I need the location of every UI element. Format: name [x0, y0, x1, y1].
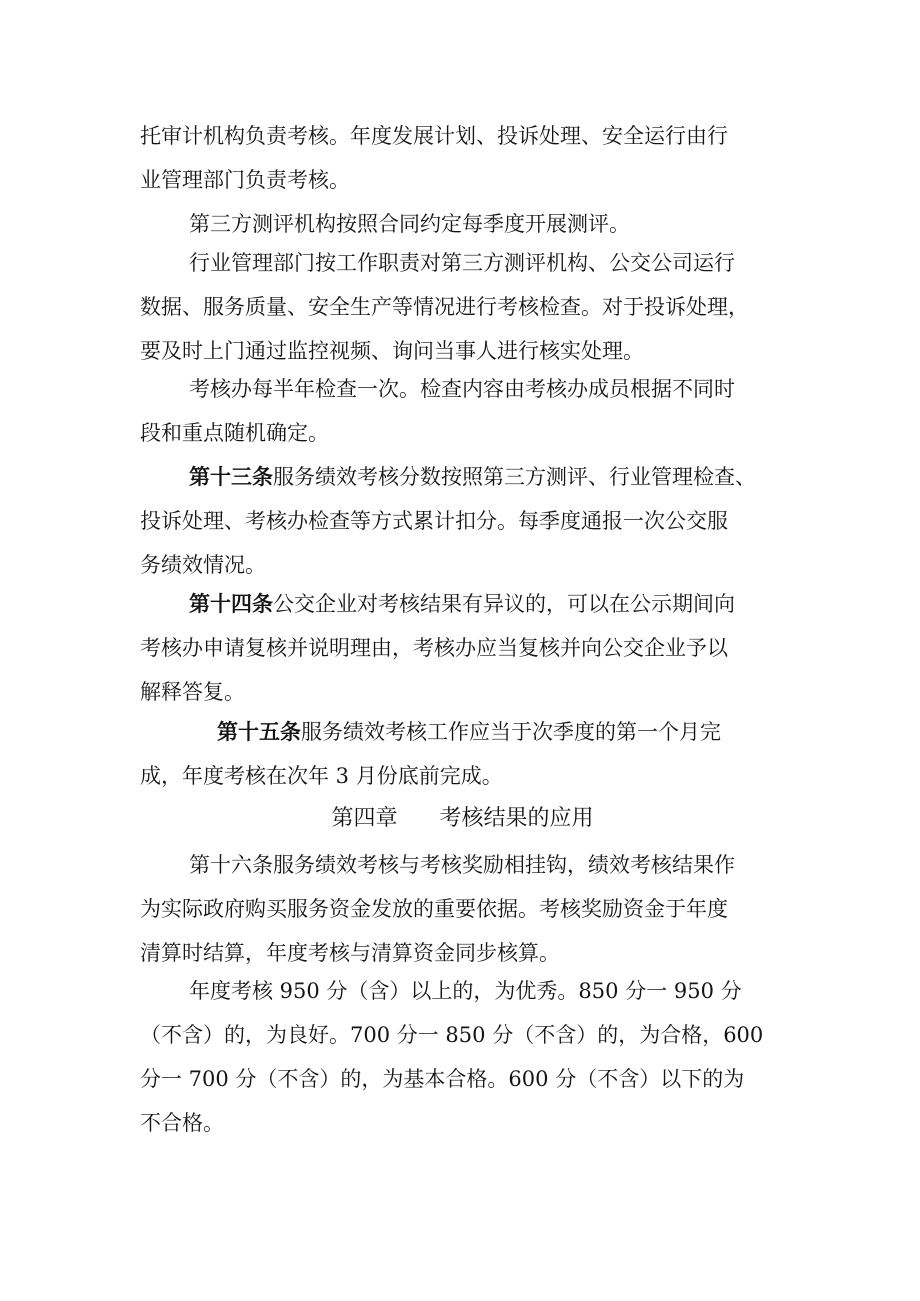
chapter-title: 考核结果的应用: [439, 806, 594, 831]
paragraph-audit: [140, 114, 785, 202]
text-line: 考核办每半年检查一次。检查内容由考核办成员根据不同时: [189, 377, 735, 401]
text-line: [140, 455, 785, 499]
text-line: 解释答复。: [140, 680, 245, 704]
article-14: [140, 582, 785, 714]
text-line: 分一 700 分（不含）的，为基本合格。600 分（不含）以下的为: [140, 1067, 745, 1091]
text-line: 投诉处理、考核办检查等方式累计扣分。每季度通报一次公交服: [140, 509, 728, 533]
text-line: 第十六条服务绩效考核与考核奖励相挂钩，绩效考核结果作: [189, 853, 735, 877]
text-line: 考核办申请复核并说明理由，考核办应当复核并向公交企业予以: [140, 636, 728, 660]
text-line: 清算时结算，年度考核与清算资金同步核算。: [140, 941, 560, 965]
article-14-label: 第十四条: [189, 592, 273, 616]
paragraph-grading: [140, 969, 785, 1145]
text-line: 要及时上门通过监控视频、询问当事人进行核实处理。: [140, 339, 644, 363]
text-line: 年度考核 950 分（含）以上的，为优秀。850 分一 950 分: [189, 979, 742, 1003]
text-line: 务绩效情况。: [140, 553, 266, 577]
text-line: [140, 582, 785, 626]
text-line: 第三方测评机构按照合同约定每季度开展测评。: [189, 212, 630, 236]
text-line: 不合格。: [140, 1111, 224, 1135]
article-15: [140, 710, 785, 798]
text-line: （不含）的，为良好。700 分一 850 分（不含）的，为合格，600: [140, 1023, 764, 1047]
paragraph-third-party: [140, 202, 785, 246]
chapter-number: 第四章: [331, 806, 398, 831]
article-14-text: 公交企业对考核结果有异议的，可以在公示期间向: [273, 592, 735, 616]
article-16: [140, 843, 785, 975]
article-13: [140, 455, 785, 587]
article-15-text: 服务绩效考核工作应当于次季度的第一个月完: [301, 720, 721, 744]
text-line: 托审计机构负责考核。年度发展计划、投诉处理、安全运行由行: [140, 124, 728, 148]
text-line: 数据、服务质量、安全生产等情况进行考核检查。对于投诉处理，: [140, 295, 749, 319]
text-line: 业管理部门负责考核。: [140, 168, 350, 192]
article-15-label: 第十五条: [217, 720, 301, 744]
article-13-label: 第十三条: [189, 465, 273, 489]
text-line: 段和重点随机确定。: [140, 421, 329, 445]
text-line: 为实际政府购买服务资金发放的重要依据。考核奖励资金于年度: [140, 897, 728, 921]
article-13-text: 服务绩效考核分数按照第三方测评、行业管理检查、: [273, 465, 756, 489]
text-line: 成，年度考核在次年 3 月份底前完成。: [140, 764, 503, 788]
text-line: 行业管理部门按工作职责对第三方测评机构、公交公司运行: [189, 251, 735, 275]
paragraph-semiannual-check: [140, 367, 785, 455]
chapter-heading: [140, 797, 785, 841]
text-line: [140, 710, 785, 754]
paragraph-industry-management: [140, 241, 785, 373]
